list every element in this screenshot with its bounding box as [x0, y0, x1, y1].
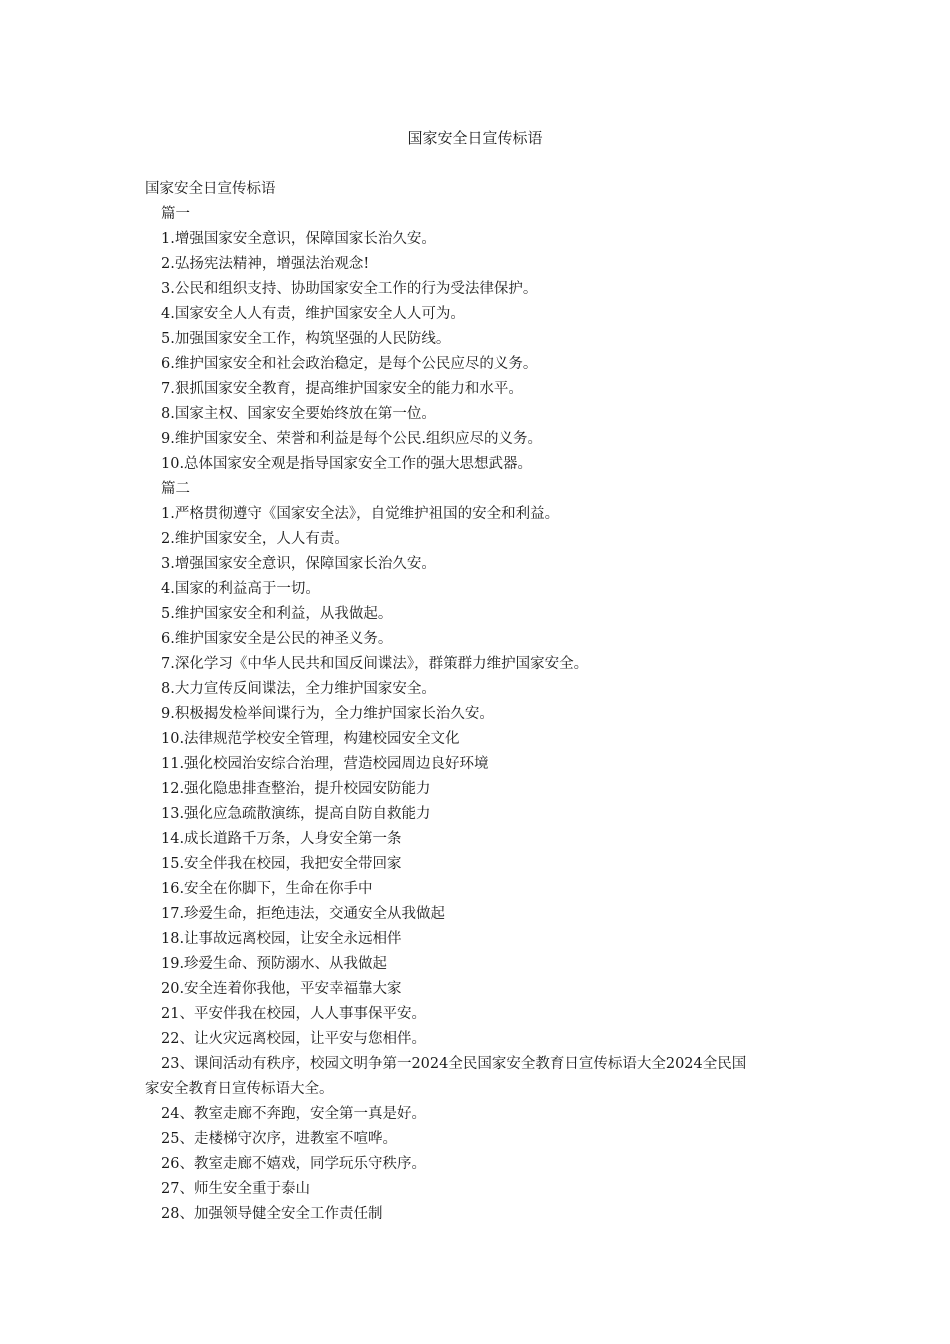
list-item: 17.珍爱生命，拒绝违法，交通安全从我做起	[161, 906, 446, 922]
section-2-list	[145, 502, 805, 1227]
list-item: 1.增强国家安全意识，保障国家长治久安。	[161, 231, 436, 247]
list-item: 2.维护国家安全，人人有责。	[161, 531, 349, 547]
list-item: 4.国家的利益高于一切。	[161, 581, 320, 597]
section-1-list	[145, 227, 805, 477]
list-item-23-line-2: 家安全教育日宣传标语大全。	[145, 1081, 334, 1097]
list-item: 6.维护国家安全和社会政治稳定，是每个公民应尽的义务。	[161, 356, 538, 372]
list-item: 15.安全伴我在校园，我把安全带回家	[161, 856, 402, 872]
list-item: 7.深化学习《中华人民共和国反间谍法》，群策群力维护国家安全。	[161, 656, 589, 672]
list-item: 1.严格贯彻遵守《国家安全法》，自觉维护祖国的安全和利益。	[161, 506, 560, 522]
list-item: 5.维护国家安全和利益，从我做起。	[161, 606, 393, 622]
list-item: 12.强化隐患排查整治，提升校园安防能力	[161, 781, 431, 797]
list-item: 24、教室走廊不奔跑，安全第一真是好。	[161, 1106, 426, 1122]
list-item: 8.大力宣传反间谍法，全力维护国家安全。	[161, 681, 436, 697]
list-item: 13.强化应急疏散演练，提高自防自救能力	[161, 806, 431, 822]
list-item: 22、让火灾远离校园，让平安与您相伴。	[161, 1031, 426, 1047]
list-item: 19.珍爱生命、预防溺水、从我做起	[161, 956, 388, 972]
list-item: 9.积极揭发检举间谍行为，全力维护国家长治久安。	[161, 706, 494, 722]
document-heading: 国家安全日宣传标语	[145, 181, 276, 197]
list-item: 3.公民和组织支持、协助国家安全工作的行为受法律保护。	[161, 281, 538, 297]
list-item: 2.弘扬宪法精神，增强法治观念!	[161, 256, 370, 272]
list-item: 7.狠抓国家安全教育，提高维护国家安全的能力和水平。	[161, 381, 523, 397]
list-item: 9.维护国家安全、荣誉和利益是每个公民.组织应尽的义务。	[161, 431, 542, 447]
list-item: 6.维护国家安全是公民的神圣义务。	[161, 631, 393, 647]
list-item: 27、师生安全重于泰山	[161, 1181, 310, 1197]
list-item-23-line-1: 23、课间活动有秩序，校园文明争第一2024全民国家安全教育日宣传标语大全2024全民国	[161, 1056, 747, 1072]
list-item: 10.法律规范学校安全管理，构建校园安全文化	[161, 731, 460, 747]
list-item: 18.让事故远离校园，让安全永远相伴	[161, 931, 402, 947]
section-label-1: 篇一	[161, 206, 190, 222]
list-item: 14.成长道路千万条，人身安全第一条	[161, 831, 402, 847]
list-item: 20.安全连着你我他，平安幸福靠大家	[161, 981, 402, 997]
list-item: 28、加强领导健全安全工作责任制	[161, 1206, 383, 1222]
document-title: 国家安全日宣传标语	[407, 129, 543, 147]
list-item: 16.安全在你脚下，生命在你手中	[161, 881, 373, 897]
list-item: 21、平安伴我在校园，人人事事保平安。	[161, 1006, 426, 1022]
list-item: 11.强化校园治安综合治理，营造校园周边良好环境	[161, 756, 489, 772]
list-item: 3.增强国家安全意识，保障国家长治久安。	[161, 556, 436, 572]
section-label-2: 篇二	[161, 481, 190, 497]
document-body	[145, 177, 805, 1227]
list-item: 8.国家主权、国家安全要始终放在第一位。	[161, 406, 436, 422]
list-item: 25、走楼梯守次序，进教室不喧哗。	[161, 1131, 397, 1147]
list-item: 26、教室走廊不嬉戏，同学玩乐守秩序。	[161, 1156, 426, 1172]
list-item: 4.国家安全人人有责，维护国家安全人人可为。	[161, 306, 465, 322]
list-item: 10.总体国家安全观是指导国家安全工作的强大思想武器。	[161, 456, 533, 472]
list-item: 5.加强国家安全工作，构筑坚强的人民防线。	[161, 331, 451, 347]
